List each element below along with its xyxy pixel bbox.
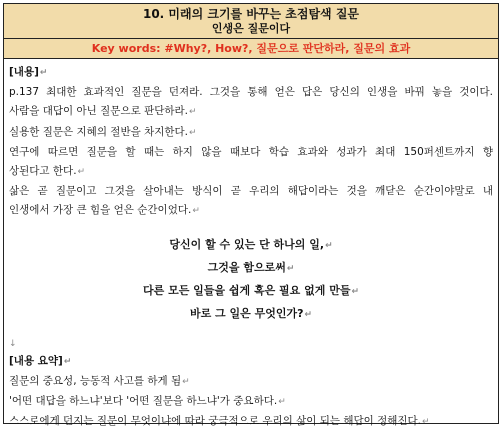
quote-line: 당신이 할 수 있는 단 하나의 일,↵: [169, 237, 333, 251]
quote-line: 그것을 함으로써↵: [207, 260, 295, 274]
summary-line: 스스로에게 던지는 질문이 무엇이냐에 따라 궁극적으로 우리의 삶이 되는 해답이 정해진다.↵: [9, 415, 430, 428]
content-area: [4, 59, 498, 432]
page-title: 10. 미래의 크기를 바꾸는 초점탐색 질문: [142, 7, 360, 21]
paragraph-line: 연구에 따르면 질문을 할 때는 하지 않을 때보다 학습 효과와 성과가 최대 150퍼센트까지 향: [9, 145, 493, 158]
paragraph-line: 삶은 곧 질문이고 그것을 살아내는 방식이 곧 우리의 해답이라는 것을 깨닫은 순간이야말로 내: [9, 185, 493, 198]
down-arrow-icon: ↓: [9, 338, 17, 349]
summary-line: '어떤 대답을 하느냐'보다 '어떤 질문을 하느냐'가 중요하다.↵: [9, 395, 286, 408]
document-box: [3, 3, 499, 428]
paragraph-line: p.137 최대한 효과적인 질문을 던져라. 그것을 통해 얻은 답은 당신의 인생을 바꿔 놓을 것이다.: [9, 86, 493, 99]
quote-line: 바로 그 일은 무엇인가?↵: [189, 306, 313, 320]
title-row: [4, 4, 498, 39]
section-heading: [내용]↵: [9, 66, 48, 78]
paragraph-line: 상된다고 한다.↵: [9, 165, 86, 178]
paragraph-line: 실용한 질문은 지혜의 절반을 차지한다.↵: [9, 125, 197, 138]
paragraph-line: 인생에서 가장 큰 힘을 얻은 순간이었다.↵: [9, 204, 200, 217]
summary-line: 질문의 중요성, 능동적 사고를 하게 됨↵: [9, 374, 190, 387]
summary-heading: [내용 요약]↵: [9, 354, 72, 367]
paragraph-line: 사람을 대답이 아닌 질문으로 판단하라.↵: [9, 105, 197, 118]
keywords-text: Key words: #Why?, How?, 질문으로 판단하라, 질문의 효과: [91, 42, 411, 55]
page-subtitle: 인생은 질문이다: [211, 22, 291, 35]
quote-block: [9, 234, 493, 326]
quote-line: 다른 모든 일들을 쉽게 혹은 필요 없게 만들↵: [143, 283, 359, 297]
keywords-row: [4, 39, 498, 59]
